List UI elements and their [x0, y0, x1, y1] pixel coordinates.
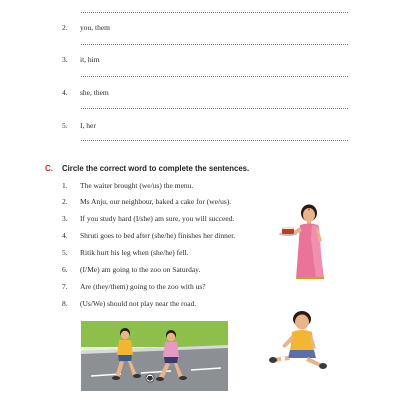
boy-hurt-leg-illustration: [268, 308, 328, 370]
sentence-text: (Us/We) should not play near the road.: [80, 299, 197, 308]
sentence-number: 2.: [62, 197, 68, 206]
answer-line[interactable]: [81, 140, 348, 141]
sentence-text: Ritik hurt his leg when (she/he) fell.: [80, 248, 189, 257]
item-number: 3.: [62, 55, 68, 64]
item-text: it, him: [80, 55, 100, 64]
sentence-text: Are (they/them) going to the zoo with us?: [80, 282, 206, 291]
item-text: I, her: [80, 121, 96, 130]
section-letter: C.: [45, 164, 53, 173]
sentence-text: If you study hard (I/she) am sure, you will succeed.: [80, 214, 235, 223]
sentence-number: 1.: [62, 181, 68, 190]
section-title: Circle the correct word to complete the sentences.: [62, 164, 250, 173]
answer-line[interactable]: [81, 12, 348, 13]
item-number: 5.: [62, 121, 68, 130]
sentence-number: 4.: [62, 231, 68, 240]
sentence-number: 5.: [62, 248, 68, 257]
sentence-text: The waiter brought (we/us) the menu.: [80, 181, 194, 190]
answer-line[interactable]: [81, 76, 348, 77]
sentence-text: (I/Me) am going to the zoo on Saturday.: [80, 265, 201, 274]
answer-line[interactable]: [81, 108, 348, 109]
sentence-number: 3.: [62, 214, 68, 223]
sentence-number: 8.: [62, 299, 68, 308]
woman-with-cake-illustration: [278, 203, 338, 281]
item-number: 4.: [62, 88, 68, 97]
item-text: she, them: [80, 88, 109, 97]
answer-line[interactable]: [81, 44, 348, 45]
item-number: 2.: [62, 23, 68, 32]
sentence-number: 7.: [62, 282, 68, 291]
item-text: you, them: [80, 23, 110, 32]
sentence-text: Ms Anju, our neighbour, baked a cake for (we/us).: [80, 197, 232, 206]
sentence-text: Shruti goes to bed after (she/he) finishes her dinner.: [80, 231, 236, 240]
boys-playing-football-illustration: [81, 321, 228, 391]
sentence-number: 6.: [62, 265, 68, 274]
